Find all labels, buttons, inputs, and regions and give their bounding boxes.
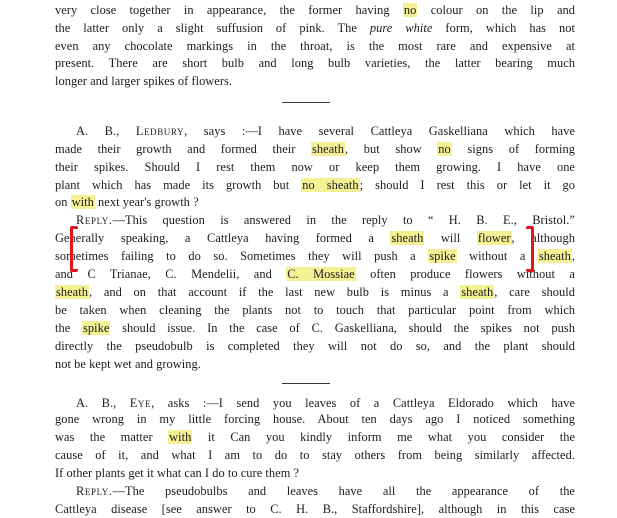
reply1-line-9: not be kept wet and growing. <box>55 357 201 371</box>
reply1-line-6: be taken when cleaning the plants not to touch that particular point from which <box>55 303 575 317</box>
highlight-flower: flower <box>477 231 511 245</box>
highlight-no-sheath: no sheath <box>302 178 359 192</box>
highlight-c-mossiae: C. Mossiae <box>287 267 355 281</box>
reply1-line-8: directly the pseudobulb is completed they will not do so, and the plant should <box>55 339 575 353</box>
reply1-line-7: the spike should issue. In the case of C. Gaskelliana, should the spikes not push <box>55 321 575 335</box>
reply1-line-1: Reply.—This question is answered in the reply to “ H. B. E., Bristol.” <box>76 213 575 227</box>
highlight-spike: spike <box>83 321 110 335</box>
para3-line-2: gone wrong in my little forcing house. About ten days ago I noticed something <box>55 412 575 426</box>
para2-line-1: A. B., Ledbury, says :—I have several Cattleya Gaskelliana which have <box>76 124 576 138</box>
highlight-sheath: sheath <box>391 231 424 245</box>
para3-line-5: If other plants get it what can I do to cure them ? <box>55 466 300 480</box>
reply2-line-2: Cattleya disease [see answer to C. H. B., Staffordshire], although in this case <box>55 502 575 516</box>
para3-line-1: A. B., Eye, asks :—I send you leaves of a Cattleya Eldorado which have <box>76 396 575 410</box>
reply2-line-1: Reply.—The pseudobulbs and leaves have all the appearance of the <box>76 484 575 498</box>
reply1-line-4: and C Trianae, C. Mendelii, and C. Mossiae often produce flowers without a <box>55 267 575 281</box>
left-red-bracket <box>70 226 78 272</box>
para2-line-5: on with next year's growth ? <box>55 195 199 209</box>
highlight-sheath: sheath <box>461 285 494 299</box>
section-divider <box>282 102 330 103</box>
para3-line-4: cause of it, and what I am to do to stay others from being similarly affected. <box>55 448 575 462</box>
para2-line-3: their spikes. Should I rest them now or keep them growing. I have one <box>55 160 575 174</box>
reply-label: Reply. <box>76 213 113 227</box>
highlight-no: no <box>403 3 417 17</box>
reply1-line-5: sheath, and on that account if the last new bulb is minus a sheath, care should <box>56 285 575 299</box>
highlight-sheath: sheath <box>538 249 571 263</box>
highlight-sheath: sheath <box>56 285 88 299</box>
highlight-with: with <box>71 195 94 209</box>
highlight-spike: spike <box>429 249 456 263</box>
section-divider <box>282 383 330 384</box>
highlight-sheath: sheath <box>312 142 345 156</box>
para3-line-3: was the matter with it Can you kindly inform me what you consider the <box>55 430 575 444</box>
para1-line-4: present. There are short bulb and long bulb varieties, the latter bearing much <box>55 56 575 70</box>
para2-line-2: made their growth and formed their sheath, but show no signs of forming <box>55 142 575 156</box>
para1-line-2: the latter only a slight suffusion of pink. The pure white form, which has not <box>55 21 575 35</box>
reply1-line-3: sometimes failing to do so. Sometimes they will push a spike without a sheath, <box>55 249 575 263</box>
para1-line-3: even any chocolate markings in the throat, is the most rare and expensive at <box>55 39 575 53</box>
para1-line-5: longer and larger spikes of flowers. <box>55 74 233 88</box>
reply1-line-2: Generally speaking, a Cattleya having formed a sheath will flower, although <box>55 231 575 245</box>
para2-line-4: plant which has made its growth but no sheath; should I rest this or let it go <box>55 178 576 192</box>
para1-line-1: very close together in appearance, the former having no colour on the lip and <box>55 3 575 17</box>
right-red-bracket <box>526 226 534 272</box>
highlight-no: no <box>438 142 451 156</box>
